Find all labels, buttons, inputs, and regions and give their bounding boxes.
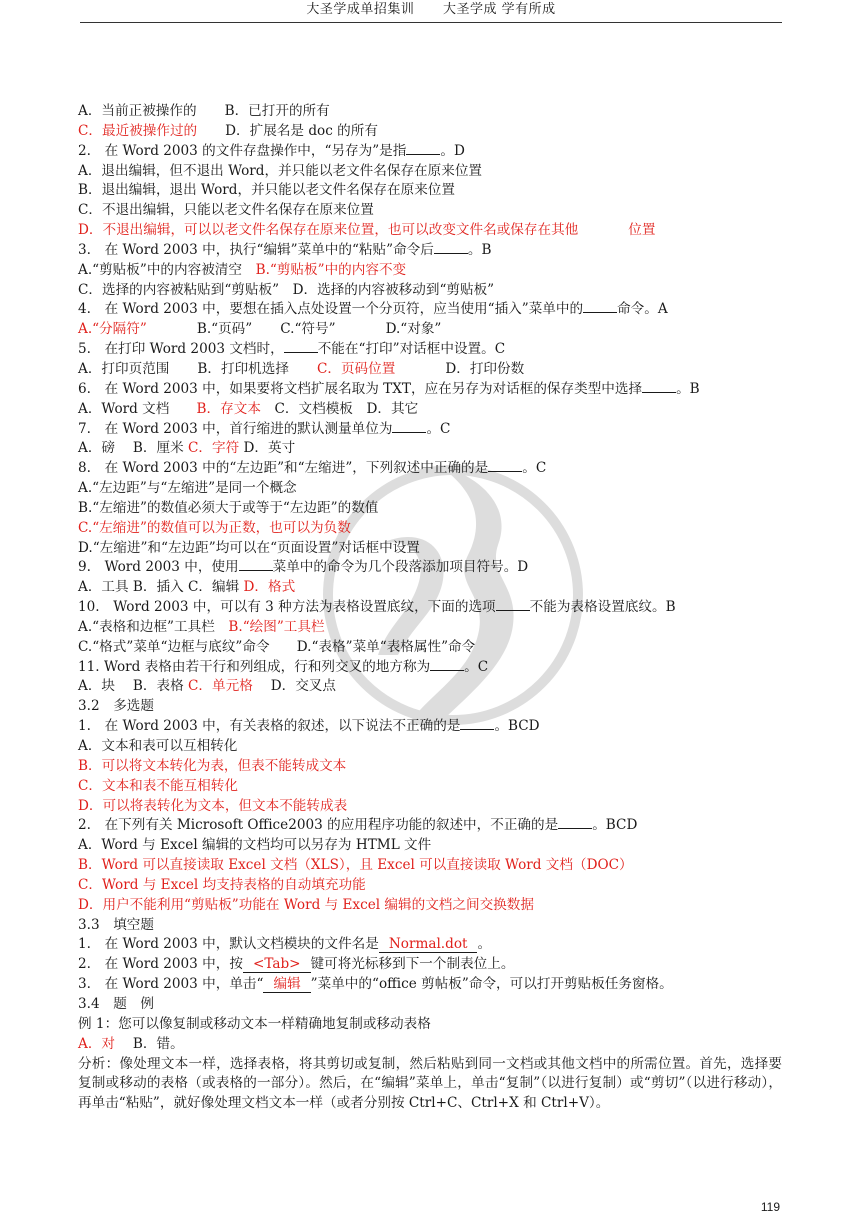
text-segment: A．块 B．表格 <box>78 678 189 695</box>
answer-blank <box>434 241 468 254</box>
text-segment: 3. 在 Word 2003 中，执行“编辑”菜单中的“粘贴”命令后 <box>78 241 434 258</box>
text-line <box>78 916 782 936</box>
answer-text: B．可以将文本转化为表，但表不能转成文本 <box>78 757 347 774</box>
text-line <box>78 836 782 856</box>
text-line <box>78 479 782 499</box>
text-line <box>78 459 782 479</box>
filled-blank: <Tab> <box>243 956 311 973</box>
text-line <box>78 142 782 162</box>
text-line <box>78 1015 782 1035</box>
text-line <box>78 578 782 598</box>
text-line <box>78 876 782 896</box>
text-segment: D．英寸 <box>239 440 296 457</box>
answer-text: B．存文本 <box>196 400 261 417</box>
answer-text: C．文本和表不能互相转化 <box>78 777 238 794</box>
text-segment: D.“左缩进”和“左边距”均可以在“页面设置”对话框中设置 <box>78 539 420 556</box>
text-line <box>78 519 782 539</box>
answer-text: 位置 <box>628 222 656 239</box>
answer-blank <box>496 598 530 611</box>
text-segment: 6. 在 Word 2003 中，如果要将文档扩展名取为 TXT，应在另存为对话框的保存类型中选择 <box>78 380 643 397</box>
text-segment: D．交叉点 <box>252 678 336 695</box>
text-segment: ”菜单中的“office 剪帖板”命令，可以打开剪贴板任务窗格。 <box>310 976 673 993</box>
text-segment: 2. 在 Word 2003 中，按 <box>78 956 243 973</box>
text-segment: 例 1：您可以像复制或移动文本一样精确地复制或移动表格 <box>78 1015 431 1032</box>
answer-text: C．最近被操作过的 <box>78 122 198 139</box>
text-segment: 5. 在打印 Word 2003 文档时， <box>78 341 284 358</box>
text-segment: C.“格式”菜单“边框与底纹”命令 D.“表格”菜单“表格属性”命令 <box>78 638 476 655</box>
text-segment: 2. 在 Word 2003 的文件存盘操作中，“另存为”是指 <box>78 142 407 159</box>
text-line <box>78 122 782 142</box>
answer-text: D．不退出编辑，可以以老文件名保存在原来位置，也可以改变文件名或保存在其他 <box>78 222 579 239</box>
answer-blank <box>642 380 676 393</box>
text-segment: D．扩展名是 doc 的所有 <box>225 122 378 139</box>
text-line <box>78 797 782 817</box>
answer-text: C．页码位置 <box>316 360 396 377</box>
text-line <box>78 658 782 678</box>
answer-text: C．字符 <box>188 440 240 457</box>
text-line <box>78 281 782 301</box>
text-segment: C．选择的内容被粘贴到“剪贴板” D．选择的内容被移动到“剪贴板” <box>78 281 495 298</box>
text-line <box>78 638 782 658</box>
text-segment: A.“左边距”与“左缩进”是同一个概念 <box>78 480 297 497</box>
text-segment: B.“页码” <box>196 321 253 338</box>
text-segment: 不能为表格设置底纹。B <box>529 599 676 616</box>
text-line <box>78 340 782 360</box>
text-line <box>78 539 782 559</box>
text-segment: 命令。A <box>617 301 668 318</box>
text-line <box>78 380 782 400</box>
text-segment: D.“对象” <box>385 321 442 338</box>
text-segment: 10. Word 2003 中，可以有 3 种方法为表格设置底纹，下面的选项 <box>78 599 496 616</box>
answer-text: B.“绘图”工具栏 <box>228 618 325 635</box>
answer-blank <box>430 658 464 671</box>
text-segment: 。B <box>676 380 700 397</box>
text-segment: 。C <box>426 420 451 437</box>
text-line <box>78 717 782 737</box>
text-segment: A．当前正被操作的 <box>78 103 197 119</box>
text-line <box>78 221 782 241</box>
text-segment: A．打印页范围 <box>78 360 170 377</box>
text-line <box>78 181 782 201</box>
text-segment: 分析：像处理文本一样，选择表格，将其剪切或复制，然后粘贴到同一文档或其他文档中的所需位置。首先，选择要复制或移动的表格（或表格的一部分）。然后，在“编辑”菜单上，单击“复制”（以进行复制）或“剪切”（以进行移动），再单击“粘贴”，就好像处理文档文本一样（或者分别按 Ctrl+C、Ctrl+X 和 Ctrl+V）。 <box>78 1055 782 1112</box>
answer-text: B．Word 可以直接读取 Excel 文档（XLS），且 Excel 可以直接读取 Word 文档（DOC） <box>78 857 633 874</box>
text-segment: A．Word 文档 <box>78 400 197 417</box>
answer-text: D．格式 <box>243 579 296 596</box>
text-segment: B．错。 <box>115 1035 184 1052</box>
text-segment: A．文本和表可以互相转化 <box>78 738 238 754</box>
text-line <box>78 995 782 1015</box>
text-segment: 。B <box>467 241 492 258</box>
text-segment: 2. 在下列有关 Microsoft Office2003 的应用程序功能的叙述中，不正确的是 <box>78 817 559 834</box>
text-segment: A.“剪贴板”中的内容被清空 <box>78 261 256 278</box>
text-segment: C．文档模板 D．其它 <box>260 400 419 417</box>
text-segment: B．已打开的所有 <box>224 103 330 119</box>
text-line <box>78 598 782 618</box>
header-right: 大圣学成 学有所成 <box>443 2 556 17</box>
text-segment: 1. 在 Word 2003 中，默认文档模块的文件名是 <box>78 936 379 953</box>
text-line <box>78 300 782 320</box>
text-segment: A．工具 B．插入 C．编辑 <box>78 579 244 596</box>
text-segment: 。C <box>522 460 547 477</box>
text-segment: 8. 在 Word 2003 中的“左边距”和“左缩进”，下列叙述中正确的是 <box>78 460 489 477</box>
text-segment: 菜单中的命令为几个段落添加项目符号。D <box>272 559 529 576</box>
text-line <box>78 400 782 420</box>
text-segment: A．退出编辑，但不退出 Word，并只能以老文件名保存在原来位置 <box>78 162 483 179</box>
text-line <box>78 816 782 836</box>
text-segment: 。BCD <box>494 718 540 735</box>
text-segment: 3.4 题 例 <box>78 995 154 1012</box>
header-left: 大圣学成单招集训 <box>306 2 415 17</box>
text-line <box>78 241 782 261</box>
answer-text: D．可以将表转化为文本，但文本不能转成表 <box>78 797 348 814</box>
text-line <box>78 261 782 281</box>
text-segment: D．打印份数 <box>445 360 525 377</box>
text-line <box>78 856 782 876</box>
text-segment: 3. 在 Word 2003 中，单击“ <box>78 976 264 993</box>
text-line <box>78 677 782 697</box>
answer-blank <box>392 420 426 433</box>
text-segment: B．退出编辑，退出 Word，并只能以老文件名保存在原来位置 <box>78 182 455 199</box>
text-segment: 键可将光标移到下一个制表位上。 <box>310 956 515 973</box>
text-segment: 。D <box>440 142 465 159</box>
text-segment: 3.3 填空题 <box>78 916 154 933</box>
text-segment: A.“表格和边框”工具栏 <box>78 618 229 635</box>
text-line <box>78 420 782 440</box>
text-segment: 3.2 多选题 <box>78 698 154 715</box>
answer-text: C．Word 与 Excel 均支持表格的自动填充功能 <box>78 876 366 893</box>
filled-blank: 编辑 <box>263 976 310 993</box>
text-segment: A．磅 B．厘米 <box>78 440 189 457</box>
text-line <box>78 1035 782 1055</box>
answer-text: A.“分隔符” <box>78 321 147 338</box>
answer-blank <box>558 816 592 829</box>
text-line <box>78 896 782 916</box>
text-line <box>78 201 782 221</box>
text-line <box>78 162 782 182</box>
text-line <box>78 320 782 340</box>
answer-blank <box>239 558 273 571</box>
text-segment: B．打印机选择 <box>197 360 289 377</box>
text-line <box>78 102 782 122</box>
text-segment: 9. Word 2003 中，使用 <box>78 559 239 576</box>
text-line <box>78 757 782 777</box>
answer-blank <box>284 340 318 353</box>
text-segment: C．不退出编辑，只能以老文件名保存在原来位置 <box>78 202 374 219</box>
document-body <box>78 102 782 1114</box>
text-line <box>78 499 782 519</box>
text-line <box>78 618 782 638</box>
text-segment: 不能在“打印”对话框中设置。C <box>317 341 506 358</box>
text-segment: 。C <box>464 658 489 675</box>
text-line <box>78 360 782 380</box>
answer-text: D．用户不能利用“剪贴板”功能在 Word 与 Excel 编辑的文档之间交换数据 <box>78 896 534 913</box>
text-segment: C.“符号” <box>280 321 336 338</box>
text-segment: 11. Word 表格由若干行和列组成，行和列交叉的地方称为 <box>78 658 431 675</box>
text-segment: 。 <box>477 936 492 953</box>
answer-blank <box>460 717 494 730</box>
text-segment: 4. 在 Word 2003 中，要想在插入点处设置一个分页符，应当使用“插入”菜单中的 <box>78 301 584 318</box>
text-segment: 7. 在 Word 2003 中，首行缩进的默认测量单位为 <box>78 420 393 437</box>
answer-blank <box>583 300 617 313</box>
text-line <box>78 955 782 975</box>
page-header <box>80 0 782 23</box>
answer-text: A．对 <box>78 1035 116 1052</box>
text-line <box>78 737 782 757</box>
text-segment: A．Word 与 Excel 编辑的文档均可以另存为 HTML 文件 <box>78 837 432 854</box>
text-segment: B.“左缩进”的数值必须大于或等于“左边距”的数值 <box>78 499 379 516</box>
text-line <box>78 935 782 955</box>
answer-blank <box>488 459 522 472</box>
text-line <box>78 439 782 459</box>
text-line <box>78 975 782 995</box>
answer-blank <box>406 142 440 155</box>
text-line <box>78 697 782 717</box>
text-segment: 1. 在 Word 2003 中，有关表格的叙述，以下说法不正确的是 <box>78 718 461 735</box>
answer-text: C.“左缩进”的数值可以为正数，也可以为负数 <box>78 519 351 536</box>
text-line <box>78 558 782 578</box>
filled-blank: Normal.dot <box>379 936 478 953</box>
text-segment: 。BCD <box>592 817 638 834</box>
text-line <box>78 777 782 797</box>
answer-text: B.“剪贴板”中的内容不变 <box>255 261 407 278</box>
answer-text: C．单元格 <box>188 678 253 695</box>
page-number: 119 <box>760 1200 780 1214</box>
text-line <box>78 1055 782 1115</box>
